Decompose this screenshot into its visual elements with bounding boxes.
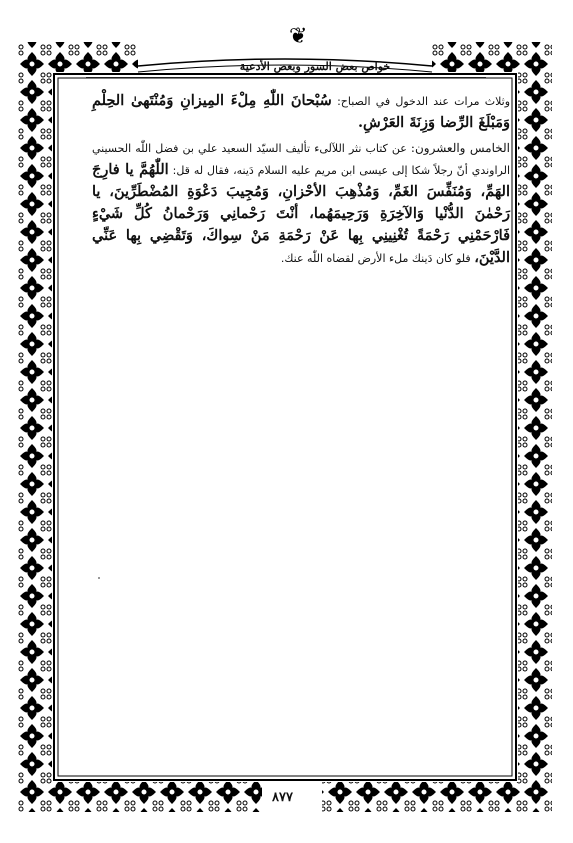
paragraph-morning-dhikr bbox=[92, 90, 510, 134]
intro-text: وثلاث مرات عند الدخول في الصباح: bbox=[337, 95, 511, 108]
paragraph-twenty-fifth bbox=[92, 138, 510, 269]
top-ornament-icon: ❦ bbox=[289, 24, 308, 49]
narration-text: عن كتاب نثر اللآلىء تأليف السيّد السعيد علي بن فضل اللّٰه الحسيني الراوندي أنّ رجلاً شكا إلى عيسى ابن مريم عليه السلام دَينه، فقال له قل: bbox=[92, 142, 510, 177]
ink-speck bbox=[98, 577, 100, 579]
dhikr-quote: سُبْحانَ اللّٰهِ مِلْءَ المِيزانِ وَمُنْتَهىٰ الحِلْمِ وَمَبْلَغَ الرِّضا وَزِنَةَ العَرْشِ. bbox=[92, 92, 510, 131]
section-title: الخامس والعشرون: bbox=[410, 141, 511, 155]
running-header: خواص بعض السور وبعض الأدعية bbox=[239, 60, 391, 73]
header-divider bbox=[86, 77, 486, 78]
page-number: ٨٧٧ bbox=[268, 790, 297, 805]
page-body bbox=[92, 90, 510, 269]
dua-quote: اللّٰهُمَّ يا فارِجَ الهَمِّ، وَمُنَفِّسَ الغَمِّ، وَمُذْهِبَ الأحْزانِ، وَمُجِيبَ دَعْوَةِ المُضْطَرِّينَ، يا رَحْمٰنَ الدُّنْيا وَالآخِرَةِ وَرَحِيمَهُما، أنْتَ رَحْمانِي وَرَحْمانُ كُلِّ شَيْءٍ فَارْحَمْنِي رَحْمَةً تُغْنِينِي بِها عَنْ رَحْمَةِ مَنْ سِواكَ، وَتَقْضِي بِها عَنِّي الدَّيْنَ، bbox=[92, 161, 510, 266]
closing-text: فلو كان دَينك ملء الأرض لقضاه اللّٰه عنك. bbox=[280, 252, 471, 265]
